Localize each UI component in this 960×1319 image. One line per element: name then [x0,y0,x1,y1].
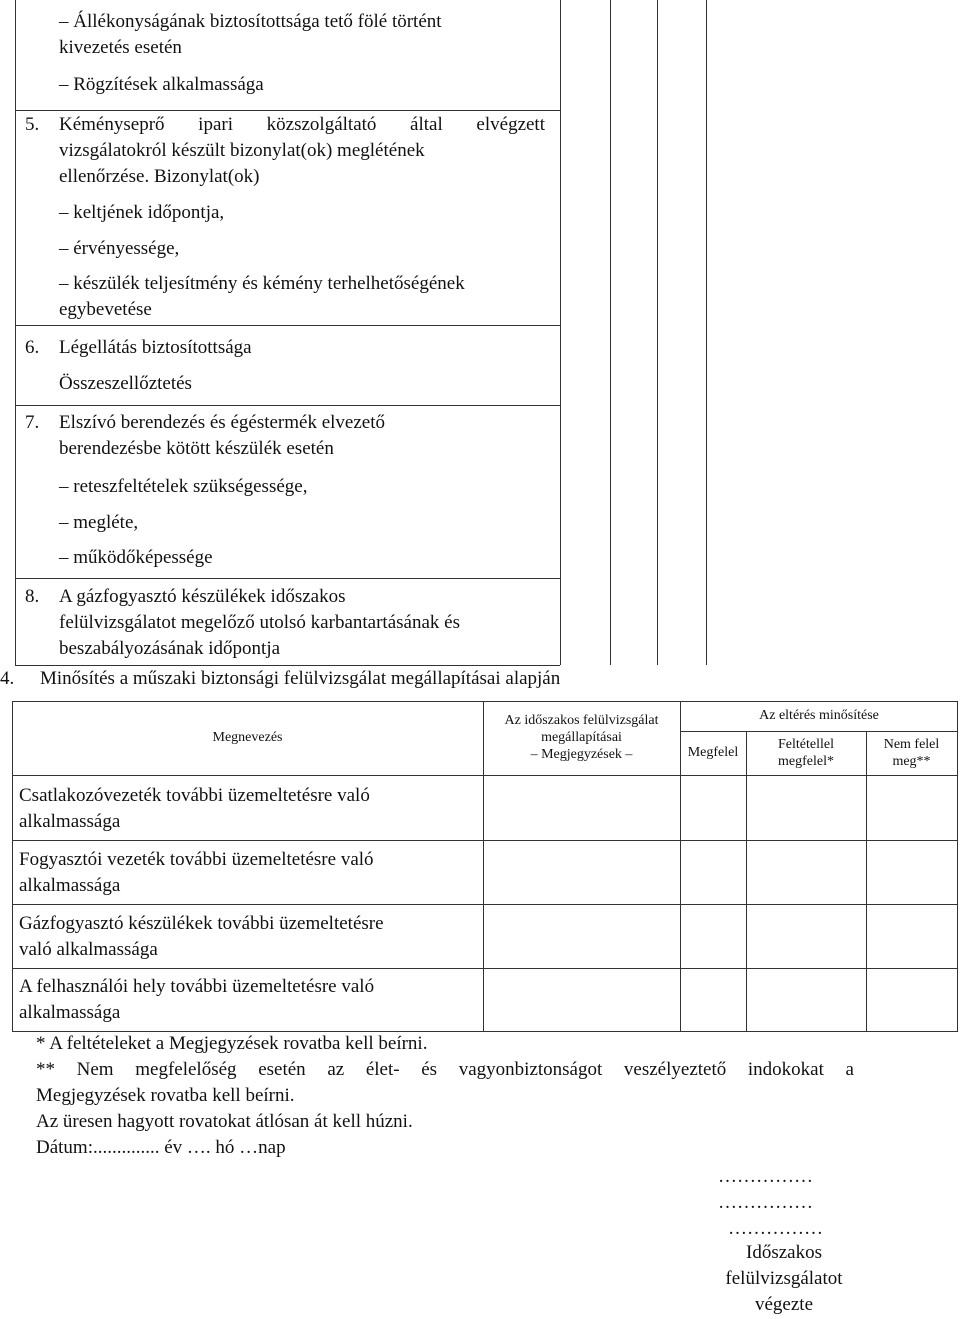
signature-dots: …………… [718,1192,813,1213]
note-conditional: * A feltételeket a Megjegyzések rovatba kell beírni. [36,1033,428,1054]
column-header-name: Megnevezés [212,730,283,745]
column-group-header: Az eltérés minősítése [759,708,879,723]
signature-label: felülvizsgálatot [725,1268,843,1289]
note-nonconformity: ** Nem megfelelőség esetén az élet- és vagyonbiztonságot veszélyeztető indokokat a [36,1059,854,1080]
date-line: Dátum:.............. év …. hó …nap [36,1137,286,1158]
note-empty-cells: Az üresen hagyott rovatokat átlósan át kell húzni. [36,1111,413,1132]
signature-dots: …………… [718,1166,813,1187]
column-header-ok: Megfelel [687,745,739,760]
signature-label: Időszakos [746,1242,822,1263]
note-nonconformity-cont: Megjegyzések rovatba kell beírni. [36,1085,295,1106]
signature-dots: …………… [728,1218,823,1239]
signature-label: végezte [754,1294,813,1315]
